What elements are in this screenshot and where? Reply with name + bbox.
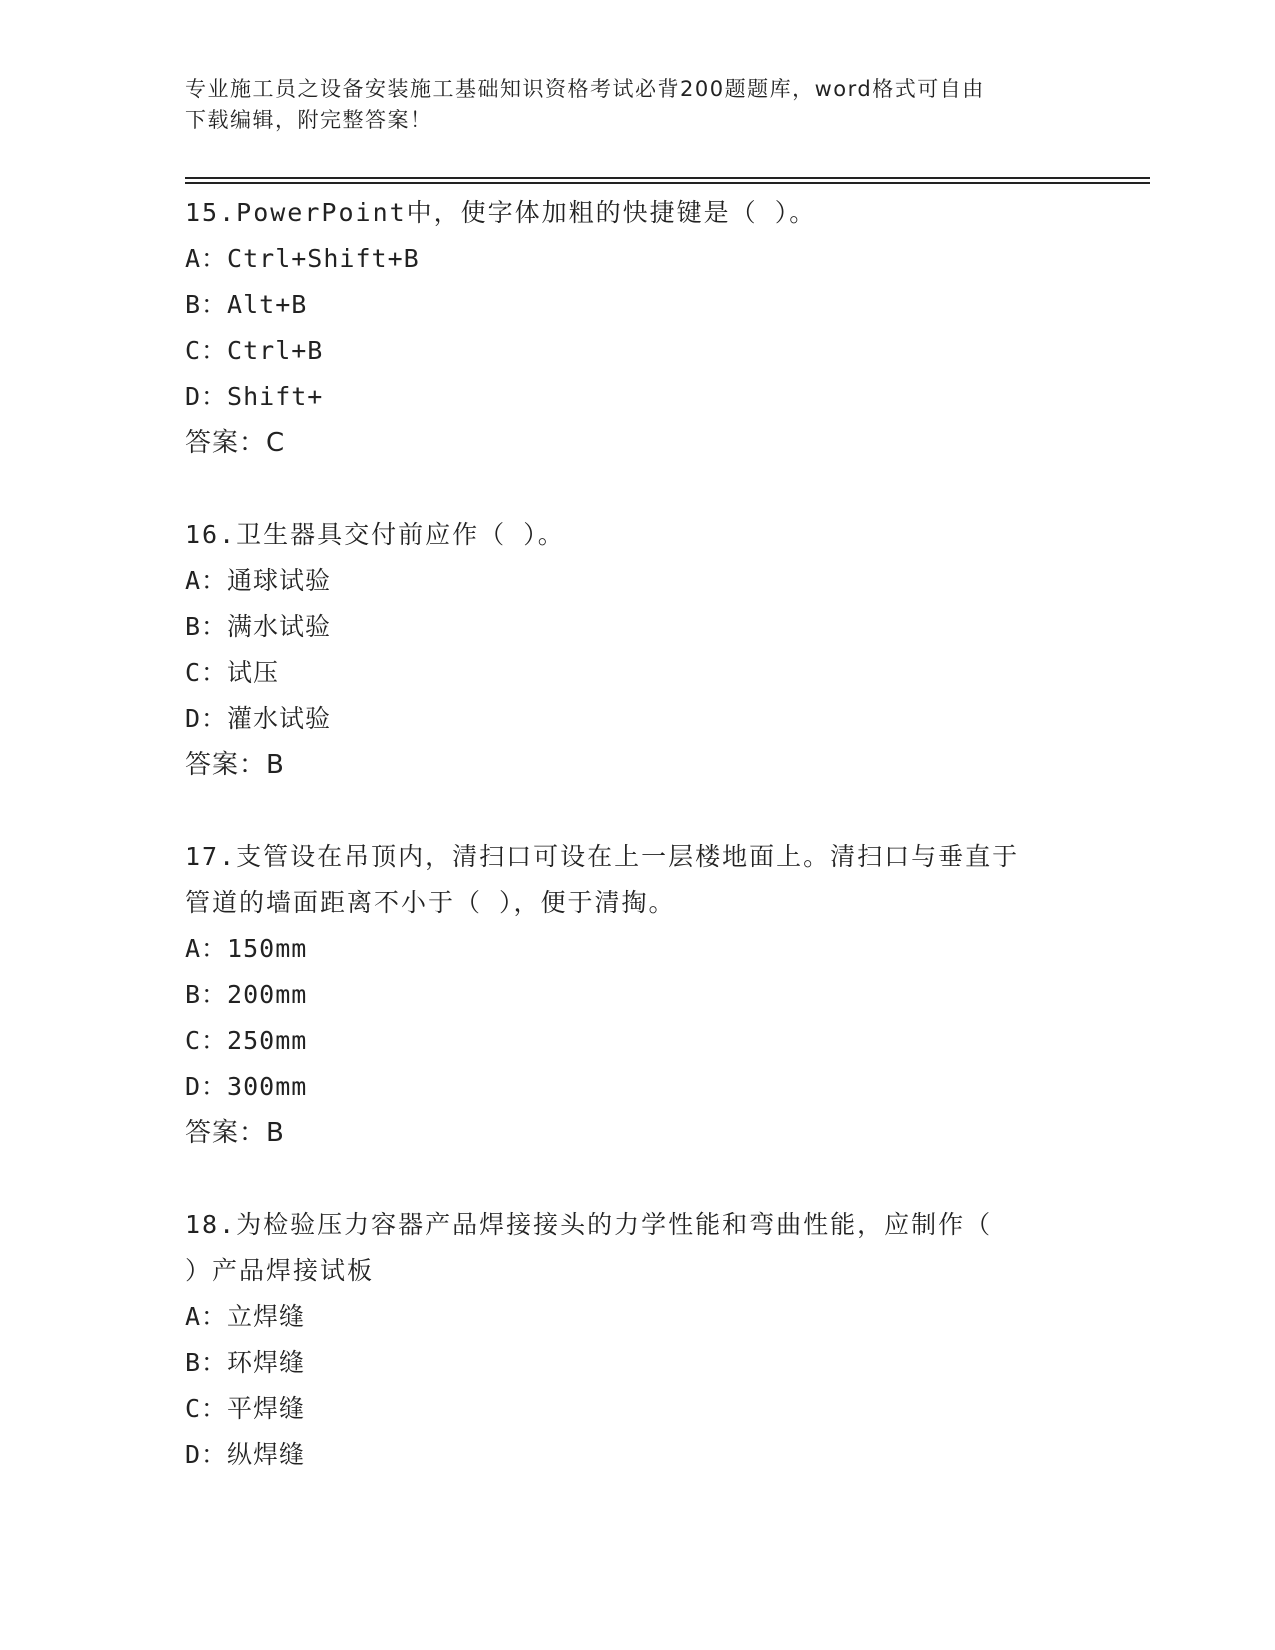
option-d: D：Shift+ xyxy=(185,382,324,411)
option-d: D：300mm xyxy=(185,1072,308,1101)
option-c: C：平焊缝 xyxy=(185,1394,306,1423)
header-divider-bottom xyxy=(185,182,1150,184)
question-stem-line-2: ）产品焊接试板 xyxy=(185,1256,375,1285)
question-list xyxy=(185,190,1145,1478)
question-16 xyxy=(185,512,1145,788)
question-stem: 16.卫生器具交付前应作（ ）。 xyxy=(185,520,565,549)
option-a: A：通球试验 xyxy=(185,566,332,595)
option-b: B：满水试验 xyxy=(185,612,332,641)
option-c: C：Ctrl+B xyxy=(185,336,324,365)
option-b: B：Alt+B xyxy=(185,290,308,319)
option-b: B：200mm xyxy=(185,980,308,1009)
option-c: C：250mm xyxy=(185,1026,308,1055)
option-d: D：纵焊缝 xyxy=(185,1440,306,1469)
option-a: A：Ctrl+Shift+B xyxy=(185,244,420,273)
answer-label: 答案：B xyxy=(185,750,285,780)
question-stem-line-1: 18.为检验压力容器产品焊接接头的力学性能和弯曲性能，应制作（ xyxy=(185,1210,993,1239)
question-18 xyxy=(185,1202,1145,1478)
question-stem: 15.PowerPoint中，使字体加粗的快捷键是（ ）。 xyxy=(185,198,817,227)
option-b: B：环焊缝 xyxy=(185,1348,306,1377)
option-d: D：灌水试验 xyxy=(185,704,332,733)
question-stem-line-2: 管道的墙面距离不小于（ ），便于清掏。 xyxy=(185,888,676,917)
option-c: C：试压 xyxy=(185,658,280,687)
answer-label: 答案：C xyxy=(185,428,286,458)
question-stem-line-1: 17.支管设在吊顶内，清扫口可设在上一层楼地面上。清扫口与垂直于 xyxy=(185,842,1020,871)
question-15 xyxy=(185,190,1145,466)
question-17 xyxy=(185,834,1145,1156)
header-divider-top xyxy=(185,177,1150,179)
option-a: A：150mm xyxy=(185,934,308,963)
option-a: A：立焊缝 xyxy=(185,1302,306,1331)
header-line-2: 下载编辑，附完整答案！ xyxy=(185,108,433,132)
header-line-1: 专业施工员之设备安装施工基础知识资格考试必背200题题库，word格式可自由 xyxy=(185,77,985,101)
answer-label: 答案：B xyxy=(185,1118,285,1148)
document-header xyxy=(185,74,1085,136)
